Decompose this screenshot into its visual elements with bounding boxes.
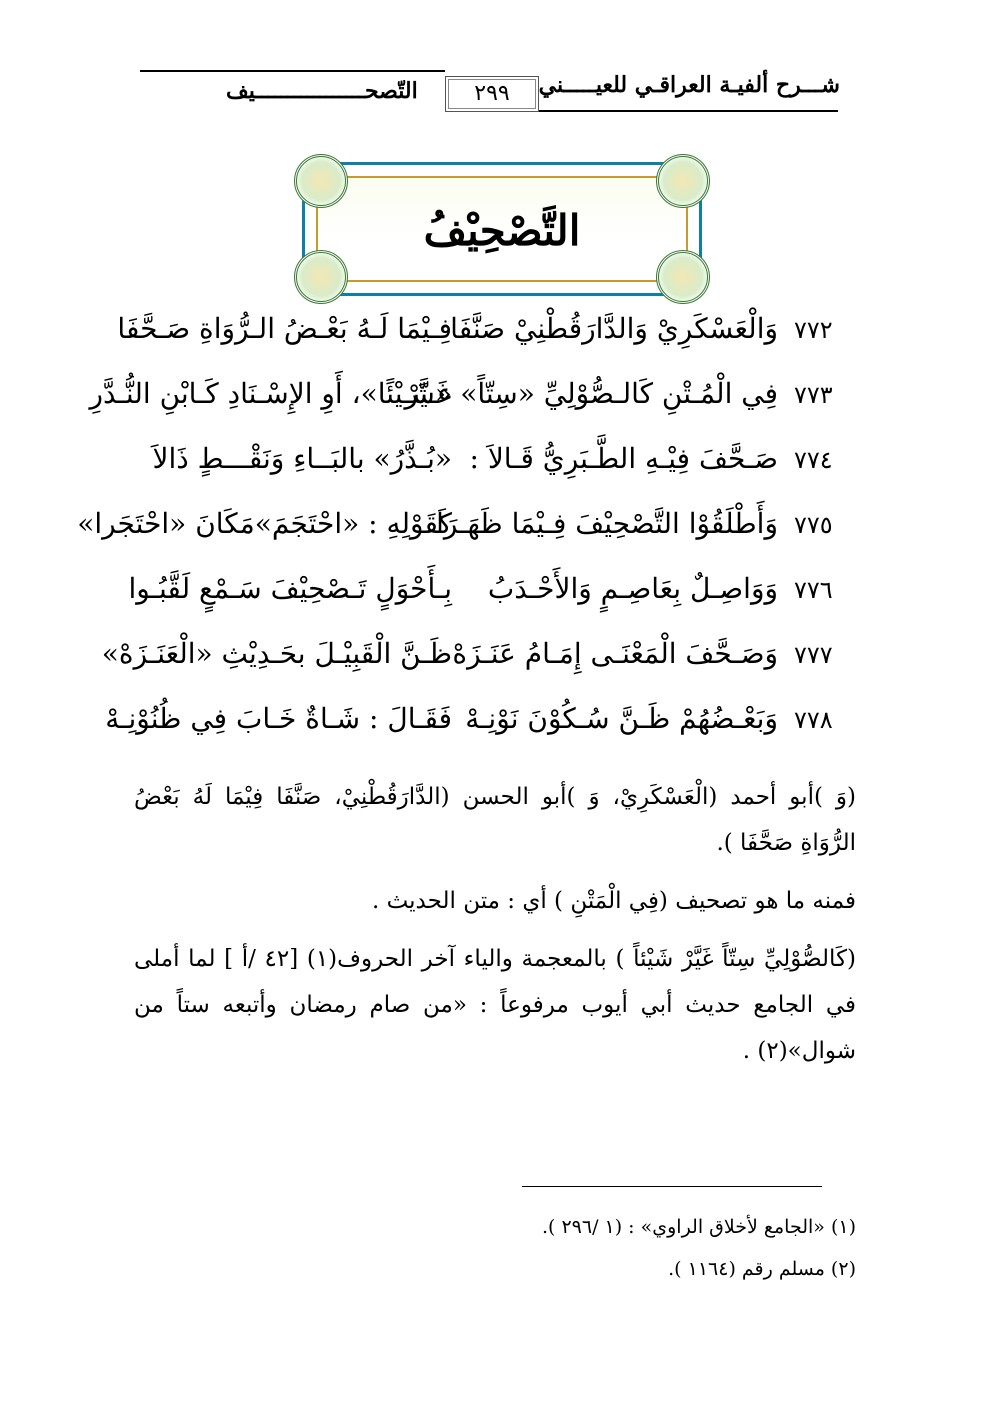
footnote-separator xyxy=(522,1186,822,1187)
chapter-title: التّصحـــــــــــــــــيف xyxy=(226,78,418,104)
ornament-corner-icon xyxy=(656,154,710,208)
ornamental-title-frame xyxy=(302,162,702,296)
verse-first-hemistich: وَبَعْـضُهُمْ ظَـنَّ سُـكُوْنَ نَوْنِـهْ xyxy=(465,702,778,735)
footnote: (١) «الجامع لأخلاق الراوي» : (١ /٢٩٦ ). xyxy=(541,1216,856,1238)
verse-second-hemistich: فَقَـالَ : شَـاةٌ خَـابَ فِي ظُنُوْنِـهْ xyxy=(105,702,452,735)
header-rule-top xyxy=(140,70,445,72)
verse-row xyxy=(77,503,864,568)
verse-row xyxy=(112,438,864,503)
verse-second-hemistich: ظَـنَّ الْقَبِيْـلَ بحَـدِيْثِ «الْعَنَـزَهْ» xyxy=(101,637,452,670)
verse-number: ٧٧٦ xyxy=(794,576,833,604)
book-title: شـــرح ألفيـة العراقـي للعيـــــني xyxy=(538,72,840,98)
verse-row xyxy=(105,698,864,763)
verse-first-hemistich: وَصَـحَّفَ الْمَعْنَـى إِمَـامُ عَنَـزَهْ xyxy=(452,637,778,670)
poem-verses xyxy=(77,308,864,763)
commentary-body xyxy=(134,774,856,1086)
running-header xyxy=(140,66,840,114)
header-rule-bottom xyxy=(538,110,838,112)
footnote: (٢) مسلم رقم (١١٦٤ ). xyxy=(668,1258,856,1280)
ornament-corner-icon xyxy=(656,250,710,304)
ornament-corner-icon xyxy=(294,154,348,208)
verse-row xyxy=(112,308,864,373)
section-title: التَّصْحِيْفُ xyxy=(423,206,581,255)
verse-first-hemistich: فِي الْمُـتْنِ كَالـصُّوْلِيِّ «سِتّاً» غَـيَّرْ xyxy=(404,377,778,410)
verse-first-hemistich: وَأَطْلَقُوْا التَّصْحِيْفَ فِـيْمَا ظَهَـرَا xyxy=(436,507,778,540)
footnotes xyxy=(400,1206,856,1290)
verse-number: ٧٧٥ xyxy=(794,511,833,539)
verse-number: ٧٧٢ xyxy=(794,316,833,344)
verse-number: ٧٧٧ xyxy=(794,641,833,669)
verse-first-hemistich: صَـحَّفَ فِيْـهِ الطَّـبَرِيُّ قَـالاَ : xyxy=(469,442,778,475)
verse-number: ٧٧٨ xyxy=(794,706,833,734)
ornament-corner-icon xyxy=(294,250,348,304)
verse-number: ٧٧٣ xyxy=(794,381,833,409)
commentary-paragraph: (وَ )أبو أحمد (الْعَسْكَرِيْ، وَ )أبو الحسن (الدَّارَقُطْنِيْ، صَنَّفَا فِيْمَا لَهُ بَعْضُ الرُّوَاةِ صَحَّفَا ). xyxy=(134,784,856,856)
commentary-paragraph: فمنه ما هو تصحيف (فِي الْمَتْنِ ) أي : متن الحديث . xyxy=(371,888,856,914)
verse-second-hemistich: بِـأَحْوَلٍ تَـصْحِيْفَ سَـمْعٍ لَقَّبُـوا xyxy=(128,572,452,605)
verse-first-hemistich: وَالْعَسْكَرِيْ وَالدَّارَقُطْنِيْ صَنَّفَا xyxy=(450,312,778,345)
verse-row xyxy=(112,568,864,633)
verse-second-hemistich: فِـيْمَا لَـهُ بَعْـضُ الـرُّوَاةِ صَـحَّفَا xyxy=(117,312,452,345)
verse-row xyxy=(89,373,864,438)
verse-second-hemistich: «شَـيْئًا»، أَوِ الإِسْـنَادِ كَـابْنِ النُّـدَّرِ xyxy=(89,377,452,410)
verse-second-hemistich: «بُـذَّرُ» بالبَــاءِ وَنَقْـــطٍ ذَالاَ xyxy=(152,442,452,475)
verse-second-hemistich: كَقَوْلِهِ : «احْتَجَمَ»مَكَانَ «احْتَجَرا» xyxy=(77,507,452,540)
verse-first-hemistich: وَوَاصِـلٌ بِعَاصِـمٍ وَالأَحْـدَبُ xyxy=(487,572,778,605)
page-number: ٢٩٩ xyxy=(445,76,539,112)
verse-row xyxy=(101,633,864,698)
verse-number: ٧٧٤ xyxy=(794,446,833,474)
commentary-paragraph: (كَالصُّوْلِيِّ سِتّاً غَيَّرْ شَيْئاً ) بالمعجمة والياء آخر الحروف(١) [٤٢ /أ ] لما أملى في الجامع حديث أبي أيوب مرفوعاً : «من صام رمضان وأتبعه ستاً من شوال»(٢) . xyxy=(134,946,856,1064)
